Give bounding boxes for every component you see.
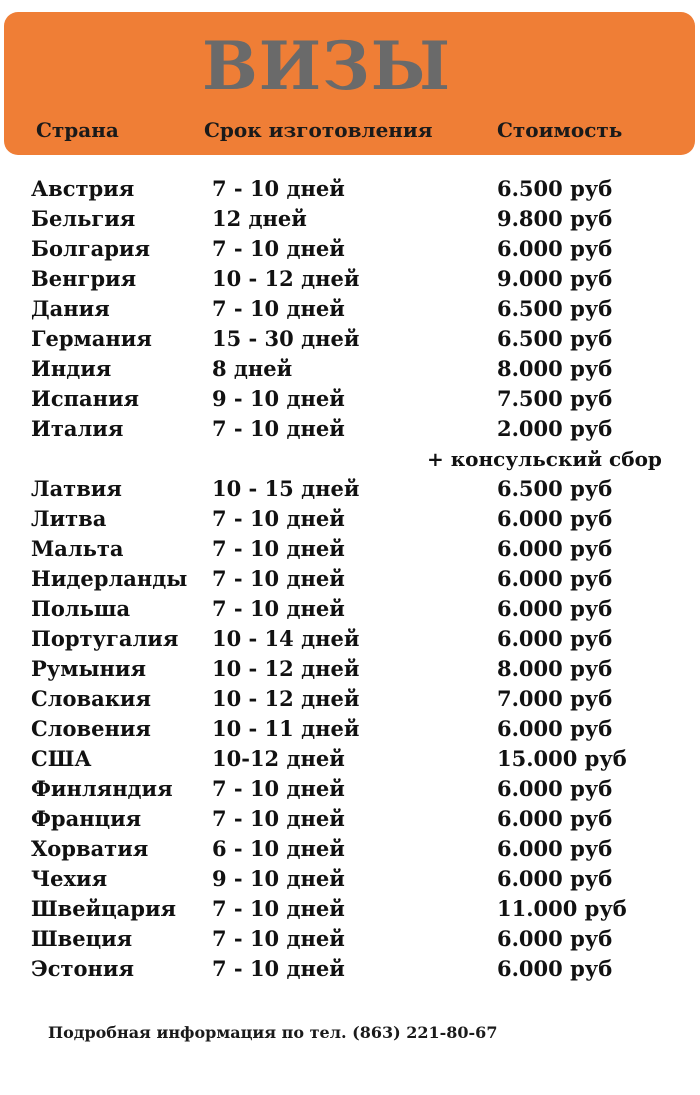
table-row — [0, 684, 700, 714]
price-cell: 6.000 руб — [497, 836, 613, 861]
table-row — [0, 624, 700, 654]
table-row — [0, 354, 700, 384]
table-row — [0, 954, 700, 984]
country-cell: Нидерланды — [31, 566, 188, 591]
country-cell: Италия — [31, 416, 124, 441]
country-cell: Франция — [31, 806, 142, 831]
price-cell: 6.000 руб — [497, 506, 613, 531]
country-cell: Польша — [31, 596, 131, 621]
price-cell: 6.000 руб — [497, 566, 613, 591]
table-row — [0, 744, 700, 774]
country-cell: Испания — [31, 386, 140, 411]
country-cell: Мальта — [31, 536, 124, 561]
term-cell: 6 - 10 дней — [212, 836, 345, 861]
country-cell: Венгрия — [31, 266, 137, 291]
table-row — [0, 774, 700, 804]
price-cell: 6.000 руб — [497, 866, 613, 891]
price-cell: 6.500 руб — [497, 176, 613, 201]
country-cell: Хорватия — [31, 836, 149, 861]
table-row — [0, 234, 700, 264]
table-row — [0, 864, 700, 894]
country-cell: Словения — [31, 716, 151, 741]
table-row — [0, 384, 700, 414]
term-cell: 7 - 10 дней — [212, 956, 345, 981]
term-cell: 7 - 10 дней — [212, 536, 345, 561]
table-row — [0, 834, 700, 864]
country-cell: США — [31, 746, 92, 771]
price-cell: 6.000 руб — [497, 956, 613, 981]
table-row — [0, 534, 700, 564]
table-row — [0, 714, 700, 744]
table-row — [0, 324, 700, 354]
term-cell: 7 - 10 дней — [212, 926, 345, 951]
country-cell: Словакия — [31, 686, 151, 711]
price-cell: 2.000 руб — [497, 416, 613, 441]
visa-price-list — [0, 174, 700, 984]
table-row — [0, 414, 700, 444]
price-cell: 6.000 руб — [497, 716, 613, 741]
price-cell: 6.000 руб — [497, 626, 613, 651]
term-cell: 12 дней — [212, 206, 307, 231]
term-cell: 9 - 10 дней — [212, 866, 345, 891]
price-cell: 8.000 руб — [497, 356, 613, 381]
term-cell: 9 - 10 дней — [212, 386, 345, 411]
country-cell: Румыния — [31, 656, 146, 681]
term-cell: 7 - 10 дней — [212, 806, 345, 831]
country-cell: Бельгия — [31, 206, 136, 231]
term-cell: 7 - 10 дней — [212, 776, 345, 801]
table-row — [0, 204, 700, 234]
price-cell: 7.000 руб — [497, 686, 613, 711]
term-cell: 7 - 10 дней — [212, 596, 345, 621]
term-cell: 10 - 12 дней — [212, 266, 360, 291]
price-cell: 6.500 руб — [497, 476, 613, 501]
country-cell: Дания — [31, 296, 110, 321]
country-cell: Литва — [31, 506, 107, 531]
term-cell: 7 - 10 дней — [212, 506, 345, 531]
term-cell: 10 - 14 дней — [212, 626, 360, 651]
price-cell: 6.000 руб — [497, 806, 613, 831]
term-cell: 10-12 дней — [212, 746, 345, 771]
country-cell: Германия — [31, 326, 152, 351]
table-row — [0, 504, 700, 534]
country-cell: Болгария — [31, 236, 151, 261]
term-cell: 7 - 10 дней — [212, 896, 345, 921]
term-cell: 15 - 30 дней — [212, 326, 360, 351]
country-cell: Швейцария — [31, 896, 177, 921]
price-cell: 9.800 руб — [497, 206, 613, 231]
price-cell: 9.000 руб — [497, 266, 613, 291]
price-cell: 7.500 руб — [497, 386, 613, 411]
term-cell: 7 - 10 дней — [212, 416, 345, 441]
term-cell: 7 - 10 дней — [212, 566, 345, 591]
price-cell: 6.000 руб — [497, 776, 613, 801]
term-cell: 10 - 12 дней — [212, 656, 360, 681]
column-header-price: Стоимость — [497, 118, 623, 142]
term-cell: 7 - 10 дней — [212, 236, 345, 261]
contact-info: Подробная информация по тел. (863) 221-80-67 — [48, 1023, 498, 1042]
header-banner — [4, 12, 695, 155]
consular-fee-note-row — [0, 444, 700, 474]
table-row — [0, 294, 700, 324]
term-cell: 7 - 10 дней — [212, 176, 345, 201]
price-cell: 6.500 руб — [497, 326, 613, 351]
table-row — [0, 264, 700, 294]
table-row — [0, 894, 700, 924]
price-cell: 6.000 руб — [497, 236, 613, 261]
column-header-country: Страна — [36, 118, 119, 142]
price-cell: 11.000 руб — [497, 896, 627, 921]
table-row — [0, 594, 700, 624]
term-cell: 10 - 15 дней — [212, 476, 360, 501]
country-cell: Швеция — [31, 926, 133, 951]
term-cell: 10 - 12 дней — [212, 686, 360, 711]
table-row — [0, 924, 700, 954]
column-header-term: Срок изготовления — [204, 118, 433, 142]
price-cell: 6.500 руб — [497, 296, 613, 321]
country-cell: Чехия — [31, 866, 108, 891]
country-cell: Индия — [31, 356, 112, 381]
table-row — [0, 654, 700, 684]
price-cell: 15.000 руб — [497, 746, 627, 771]
consular-fee-note: + консульский сбор — [427, 447, 662, 471]
price-cell: 6.000 руб — [497, 536, 613, 561]
price-cell: 6.000 руб — [497, 596, 613, 621]
price-cell: 8.000 руб — [497, 656, 613, 681]
country-cell: Австрия — [31, 176, 135, 201]
term-cell: 10 - 11 дней — [212, 716, 360, 741]
country-cell: Финляндия — [31, 776, 173, 801]
table-row — [0, 474, 700, 504]
country-cell: Латвия — [31, 476, 122, 501]
table-row — [0, 174, 700, 204]
term-cell: 7 - 10 дней — [212, 296, 345, 321]
page-title: ВИЗЫ — [202, 27, 452, 105]
table-row — [0, 804, 700, 834]
table-row — [0, 564, 700, 594]
term-cell: 8 дней — [212, 356, 293, 381]
country-cell: Эстония — [31, 956, 134, 981]
price-cell: 6.000 руб — [497, 926, 613, 951]
country-cell: Португалия — [31, 626, 179, 651]
